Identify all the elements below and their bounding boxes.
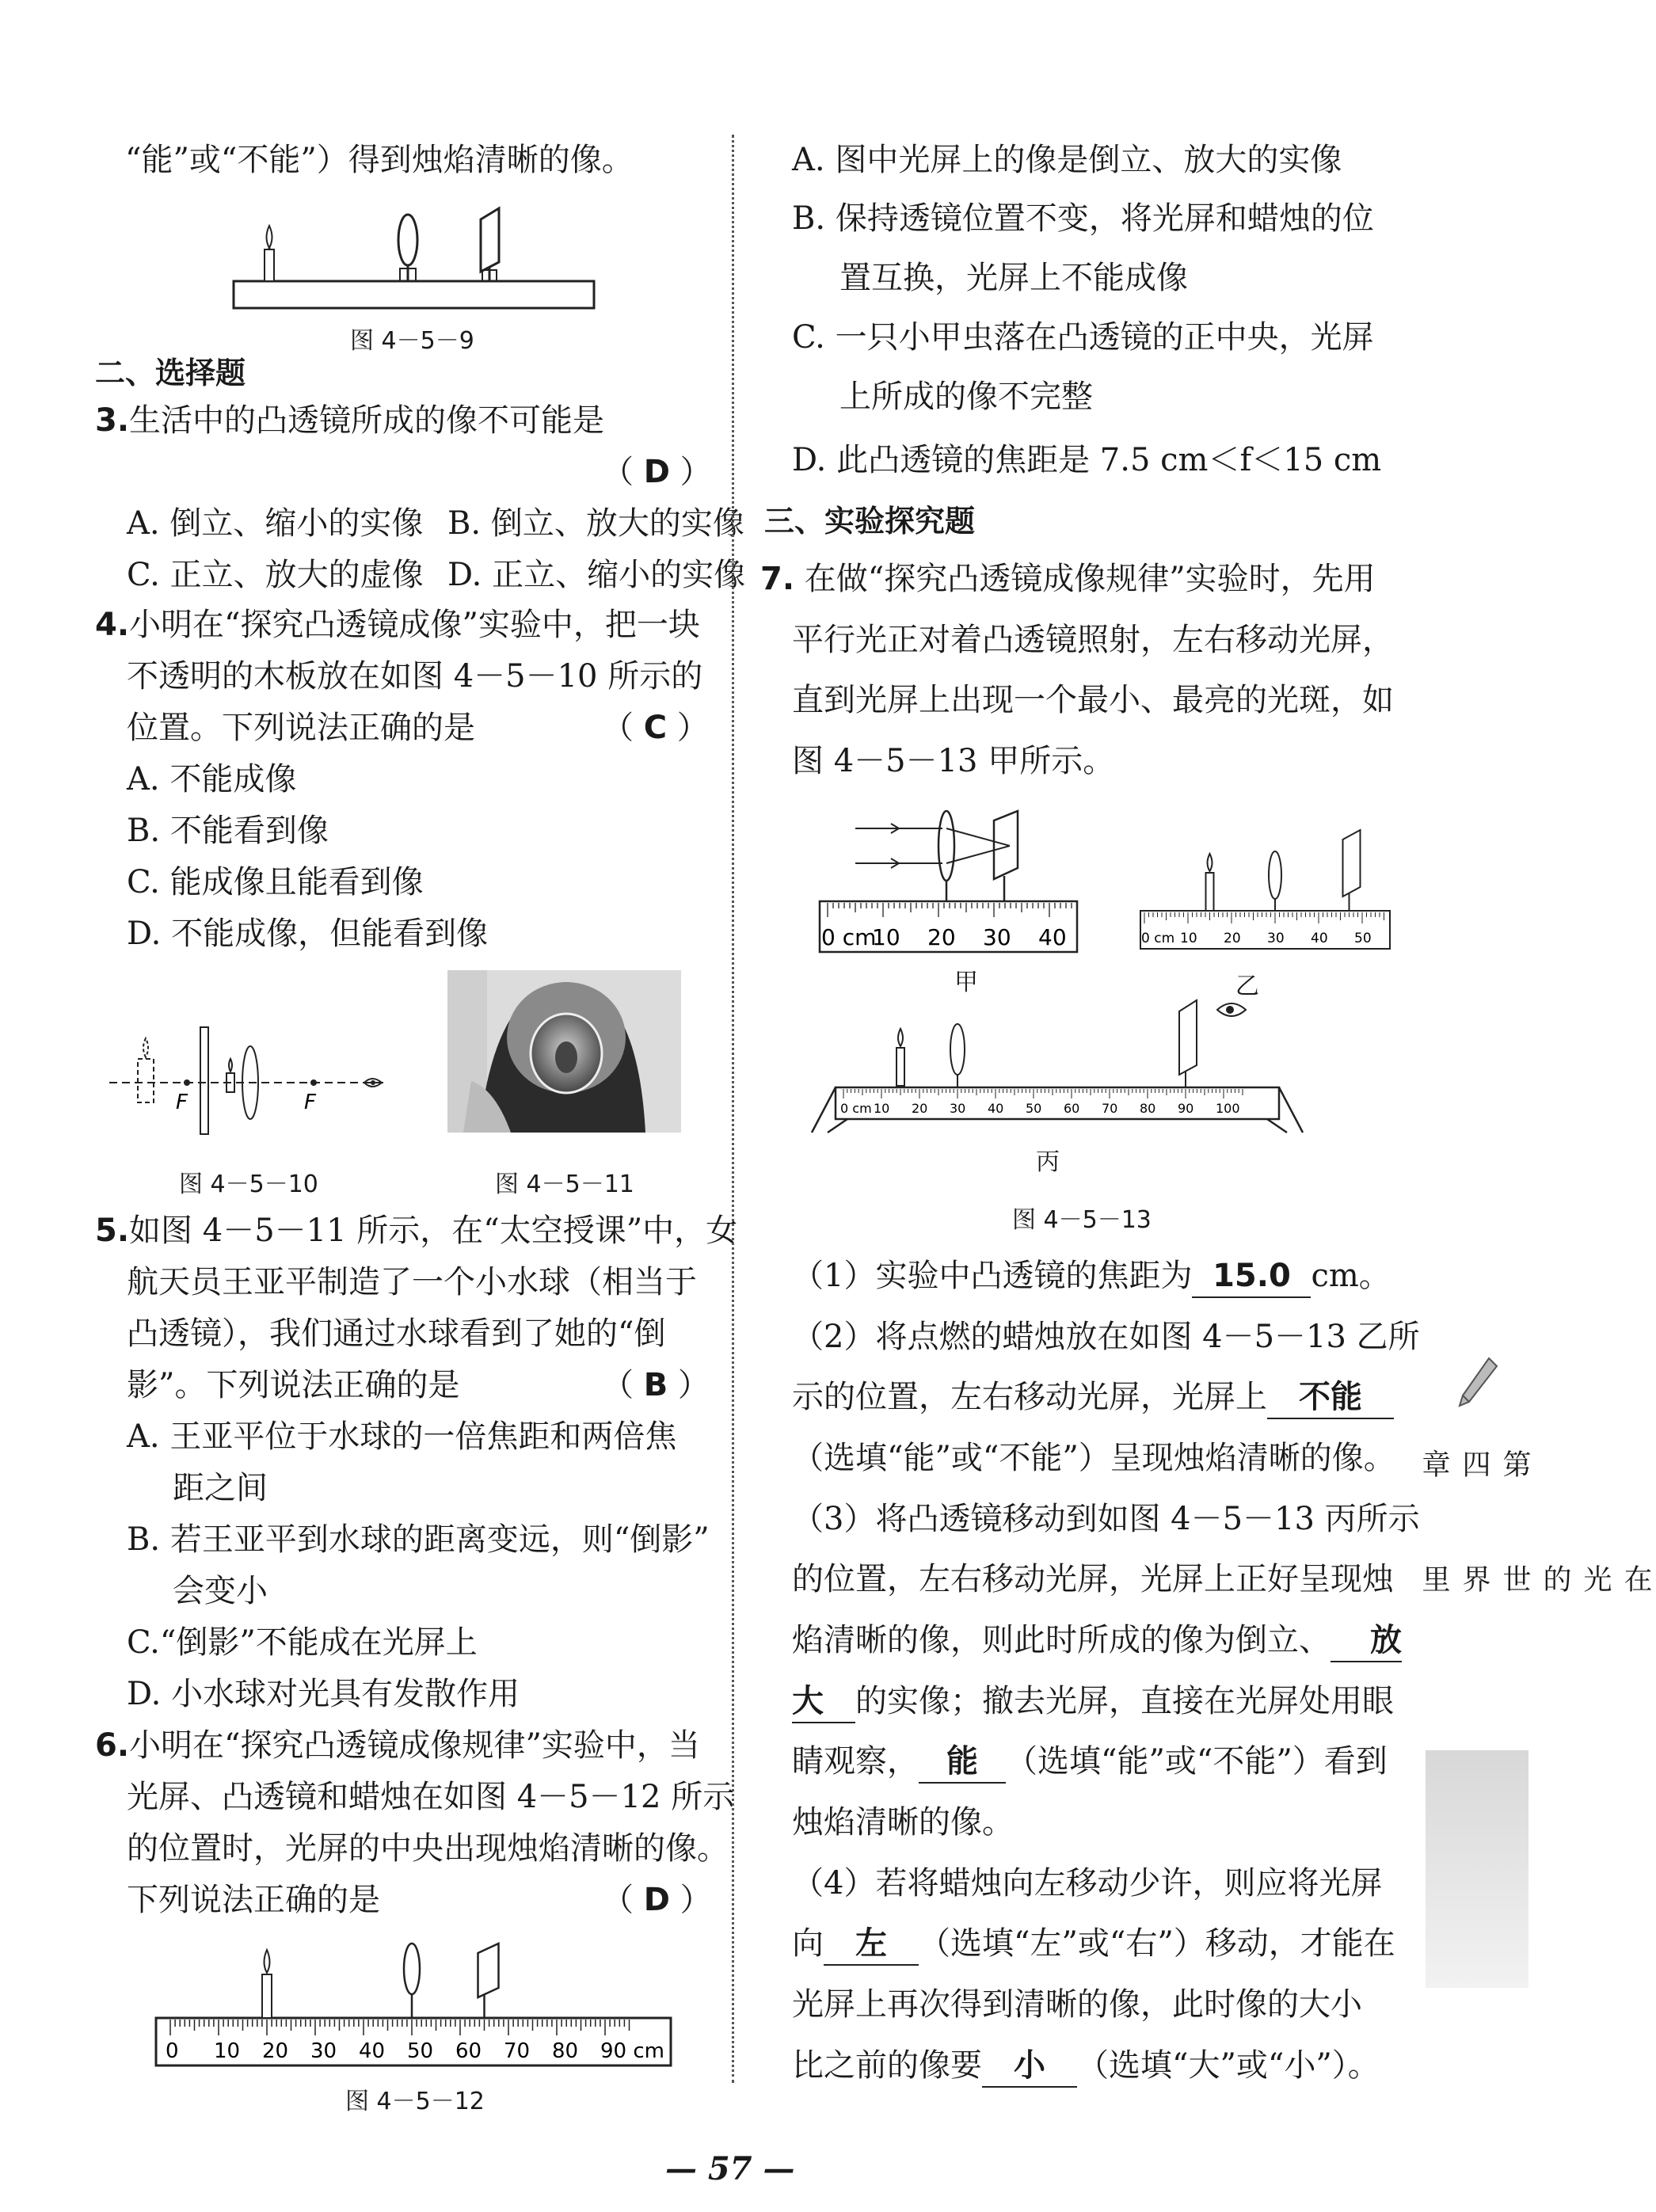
light-screen bbox=[1179, 1000, 1197, 1075]
q6-line4: 下列说法正确的是 bbox=[127, 1882, 380, 1918]
figure-label-bing: 丙 bbox=[1036, 1148, 1060, 1176]
eye-pupil-icon bbox=[1226, 1006, 1234, 1014]
ruler-label: 20 bbox=[927, 924, 956, 950]
question-number: 5. bbox=[95, 1213, 130, 1249]
figure-caption: 图 4－5－13 bbox=[1012, 1206, 1152, 1234]
lens bbox=[950, 1024, 965, 1075]
ruler-label: 40 bbox=[988, 1101, 1004, 1116]
part-text: （1）实验中凸透镜的焦距为 bbox=[792, 1258, 1193, 1294]
ruler-label: 30 bbox=[983, 924, 1011, 950]
question-text: 生活中的凸透镜所成的像不可能是 bbox=[129, 402, 605, 439]
ruler-label: 100 bbox=[1216, 1101, 1240, 1116]
ruler-label: 90 bbox=[1178, 1101, 1194, 1116]
option-d: D. 正立、缩小的实像 bbox=[447, 557, 746, 593]
part-text: 比之前的像要 bbox=[792, 2047, 982, 2084]
answer-blank: 放 bbox=[1331, 1620, 1402, 1662]
part-text: cm。 bbox=[1311, 1258, 1391, 1294]
answer-letter: D bbox=[643, 454, 670, 490]
q3-answer: （ D ） bbox=[602, 454, 712, 490]
answer-letter: B bbox=[643, 1367, 668, 1403]
q4-answer: （ C ） bbox=[602, 710, 709, 746]
light-screen bbox=[478, 1944, 499, 1997]
part-text: （选填“左”或“右”）移动，才能在 bbox=[919, 1925, 1395, 1962]
ruler-label: 90 cm bbox=[600, 2039, 664, 2063]
option-b: B. 不能看到像 bbox=[127, 813, 329, 849]
ruler-label: 40 bbox=[1038, 924, 1067, 950]
candle-flame bbox=[265, 1950, 270, 1973]
ruler-label: 80 bbox=[552, 2039, 579, 2063]
part2-line1: （2）将点燃的蜡烛放在如图 4－5－13 乙所 bbox=[792, 1319, 1420, 1355]
part-text: （选填“大”或“小”）。 bbox=[1077, 2047, 1380, 2084]
question-number: 3. bbox=[95, 402, 130, 439]
figure-caption: 图 4－5－12 bbox=[345, 2088, 485, 2115]
ruler-label: 0 cm bbox=[1141, 931, 1175, 946]
option-b: B. 倒立、放大的实像 bbox=[447, 505, 744, 542]
figure-caption: 图 4－5－9 bbox=[350, 327, 474, 355]
option-c: C. 能成像且能看到像 bbox=[127, 864, 424, 900]
ruler-label: 10 bbox=[872, 924, 900, 950]
question-number: 6. bbox=[95, 1727, 130, 1764]
q5-line2: 航天员王亚平制造了一个小水球（相当于 bbox=[127, 1264, 697, 1300]
option-b-cont: 会变小 bbox=[173, 1573, 268, 1609]
q6-line2: 光屏、凸透镜和蜡烛在如图 4－5－12 所示 bbox=[127, 1779, 735, 1815]
ruler-label: 70 bbox=[1102, 1101, 1118, 1116]
column-divider bbox=[732, 135, 734, 2083]
ruler-label: 50 bbox=[1026, 1101, 1042, 1116]
refracted-ray bbox=[946, 828, 1010, 846]
question-number: 4. bbox=[95, 607, 130, 643]
part1 bbox=[792, 1255, 1391, 1298]
part4-line2 bbox=[792, 1923, 1395, 1966]
part3-line2: 的位置，左右移动光屏，光屏上正好呈现烛 bbox=[792, 1561, 1394, 1597]
q6-answer: （ D ） bbox=[602, 1882, 712, 1918]
part-text: 示的位置，左右移动光屏，光屏上 bbox=[792, 1379, 1267, 1415]
figure-caption: 图 4－5－11 bbox=[495, 1171, 634, 1198]
question-text: 小明在“探究凸透镜成像规律”实验中，当 bbox=[129, 1727, 700, 1764]
figure-4-5-9 bbox=[226, 202, 606, 321]
part4-line4 bbox=[792, 2045, 1380, 2088]
ruler-label: 30 bbox=[310, 2039, 337, 2063]
figure-4-5-13-bing bbox=[812, 994, 1327, 1136]
q5-line3: 凸透镜），我们通过水球看到了她的“倒 bbox=[127, 1315, 666, 1352]
option-b: B. 保持透镜位置不变，将光屏和蜡烛的位 bbox=[792, 200, 1374, 237]
ruler-label: 40 bbox=[1311, 931, 1328, 946]
option-d: D. 此凸透镜的焦距是 7.5 cm＜f＜15 cm bbox=[792, 442, 1382, 478]
answer-blank: 小 bbox=[982, 2045, 1077, 2088]
ruler-label: 10 bbox=[874, 1101, 890, 1116]
pencil-icon bbox=[1453, 1354, 1501, 1418]
part4-line3: 光屏上再次得到清晰的像，此时像的大小 bbox=[792, 1986, 1362, 2023]
ruler-bar bbox=[1140, 911, 1390, 949]
candle bbox=[262, 1974, 272, 2018]
answer-blank: 15.0 bbox=[1192, 1255, 1311, 1298]
answer-blank: 不能 bbox=[1267, 1376, 1394, 1419]
part3-line6: 烛焰清晰的像。 bbox=[792, 1804, 1014, 1841]
part-text: 的实像；撤去光屏，直接在光屏处用眼 bbox=[855, 1683, 1394, 1719]
q3-stem bbox=[95, 400, 604, 441]
page-number: — 57 — bbox=[665, 2150, 795, 2187]
ruler-label: 20 bbox=[1224, 931, 1241, 946]
candle bbox=[897, 1048, 904, 1086]
option-a: A. 不能成像 bbox=[127, 761, 297, 798]
option-d: D. 小水球对光具有发散作用 bbox=[127, 1676, 520, 1712]
candle-flame bbox=[898, 1029, 903, 1046]
q5-answer: （ B ） bbox=[602, 1367, 710, 1403]
q7-line2: 平行光正对着凸透镜照射，左右移动光屏， bbox=[792, 622, 1394, 658]
option-c-cont: 上所成的像不完整 bbox=[839, 379, 1093, 415]
q6-line3: 的位置时，光屏的中央出现烛焰清晰的像。 bbox=[127, 1830, 729, 1867]
answer-letter: C bbox=[643, 710, 668, 746]
option-a: A. 图中光屏上的像是倒立、放大的实像 bbox=[792, 142, 1342, 178]
part-text: （选填“能”或“不能”）看到 bbox=[1006, 1743, 1388, 1780]
ruler-label: 10 bbox=[1180, 931, 1197, 946]
part4-line1: （4）若将蜡烛向左移动少许，则应将光屏 bbox=[792, 1865, 1383, 1902]
lens bbox=[938, 811, 954, 881]
ruler-label: 30 bbox=[1267, 931, 1285, 946]
q5-line1 bbox=[95, 1210, 737, 1251]
part3-line5 bbox=[792, 1741, 1388, 1784]
lens bbox=[1269, 851, 1281, 899]
question-text: 小明在“探究凸透镜成像”实验中，把一块 bbox=[129, 607, 700, 643]
section-heading: 二、选择题 bbox=[95, 356, 246, 390]
figure-4-5-12 bbox=[154, 1939, 677, 2081]
q6-line1 bbox=[95, 1725, 700, 1766]
answer-blank: 大 bbox=[792, 1681, 855, 1723]
figure-4-5-13-jia bbox=[816, 806, 1085, 957]
candle-flame bbox=[1208, 854, 1212, 871]
bench-leg bbox=[1267, 1087, 1303, 1133]
ruler-label: 30 bbox=[950, 1101, 966, 1116]
part3-line1: （3）将凸透镜移动到如图 4－5－13 丙所示 bbox=[792, 1501, 1420, 1537]
figure-4-5-10 bbox=[109, 1018, 394, 1129]
ruler-label: 0 bbox=[166, 2039, 179, 2063]
question-text: 在做“探究凸透镜成像规律”实验时，先用 bbox=[804, 561, 1376, 597]
option-a: A. 倒立、缩小的实像 bbox=[127, 505, 424, 542]
q4-line1 bbox=[95, 604, 700, 645]
part3-line3 bbox=[792, 1620, 1402, 1662]
ruler-label: 20 bbox=[262, 2039, 289, 2063]
chapter-number: 第四章 bbox=[1418, 1449, 1531, 1479]
lens bbox=[404, 1944, 420, 1994]
candle bbox=[1206, 873, 1214, 911]
light-screen bbox=[1343, 830, 1361, 897]
option-b: B. 若王亚平到水球的距离变远，则“倒影” bbox=[127, 1521, 710, 1558]
option-c: C.“倒影”不能成在光屏上 bbox=[127, 1624, 478, 1661]
ruler-label: 60 bbox=[455, 2039, 482, 2063]
option-b-cont: 置互换，光屏上不能成像 bbox=[839, 260, 1188, 296]
chapter-title: 在光的世界里 bbox=[1418, 1564, 1652, 1594]
focal-point-label: F bbox=[304, 1091, 316, 1114]
ruler-label: 80 bbox=[1140, 1101, 1156, 1116]
ruler-label: 50 bbox=[407, 2039, 434, 2063]
option-c: C. 一只小甲虫落在凸透镜的正中央，光屏 bbox=[792, 319, 1374, 356]
ruler-label: 70 bbox=[504, 2039, 531, 2063]
part-text: 焰清晰的像，则此时所成的像为倒立、 bbox=[792, 1622, 1331, 1658]
figure-4-5-13-yi bbox=[1136, 824, 1398, 958]
part2-line2 bbox=[792, 1376, 1394, 1419]
ruler-label: 10 bbox=[214, 2039, 241, 2063]
q7-line3: 直到光屏上出现一个最小、最亮的光斑，如 bbox=[792, 682, 1394, 718]
figure-label-jia: 甲 bbox=[954, 969, 978, 996]
answer-letter: D bbox=[643, 1882, 670, 1918]
focal-point-label: F bbox=[176, 1091, 188, 1114]
question-number: 7. bbox=[760, 561, 795, 597]
q7-line1 bbox=[760, 558, 1376, 600]
side-tab-shade bbox=[1426, 1750, 1528, 1988]
option-d: D. 不能成像，但能看到像 bbox=[127, 916, 489, 952]
option-a: A. 王亚平位于水球的一倍焦距和两倍焦 bbox=[127, 1418, 677, 1455]
q5-line4: 影”。下列说法正确的是 bbox=[127, 1367, 460, 1403]
option-a-cont: 距之间 bbox=[173, 1470, 268, 1506]
q7-line4: 图 4－5－13 甲所示。 bbox=[792, 743, 1115, 779]
figure-4-5-11-photo bbox=[447, 970, 681, 1133]
refracted-ray bbox=[946, 846, 1010, 863]
ruler-label: 0 cm bbox=[840, 1101, 872, 1116]
ruler-label: 50 bbox=[1354, 931, 1372, 946]
ruler-label: 40 bbox=[359, 2039, 386, 2063]
ruler-label: 60 bbox=[1064, 1101, 1080, 1116]
q4-line3: 位置。下列说法正确的是 bbox=[127, 710, 475, 746]
ruler-label: 0 cm bbox=[821, 924, 877, 950]
answer-blank: 能 bbox=[919, 1741, 1006, 1784]
question-text: 如图 4－5－11 所示，在“太空授课”中，女 bbox=[129, 1213, 738, 1249]
q4-line2: 不透明的木板放在如图 4－5－10 所示的 bbox=[127, 658, 703, 695]
option-c: C. 正立、放大的虚像 bbox=[127, 557, 424, 593]
figure-label-yi: 乙 bbox=[1235, 973, 1259, 1000]
part-text: 向 bbox=[792, 1925, 824, 1962]
ruler-label: 20 bbox=[912, 1101, 928, 1116]
figure-caption: 图 4－5－10 bbox=[179, 1171, 318, 1198]
part2-line3: （选填“能”或“不能”）呈现烛焰清晰的像。 bbox=[792, 1440, 1395, 1476]
part-text: 睛观察， bbox=[792, 1743, 919, 1780]
part3-line4 bbox=[792, 1681, 1394, 1723]
answer-blank: 左 bbox=[824, 1923, 919, 1966]
q2-continuation: “能”或“不能”）得到烛焰清晰的像。 bbox=[125, 142, 634, 178]
section-heading: 三、实验探究题 bbox=[764, 504, 976, 539]
